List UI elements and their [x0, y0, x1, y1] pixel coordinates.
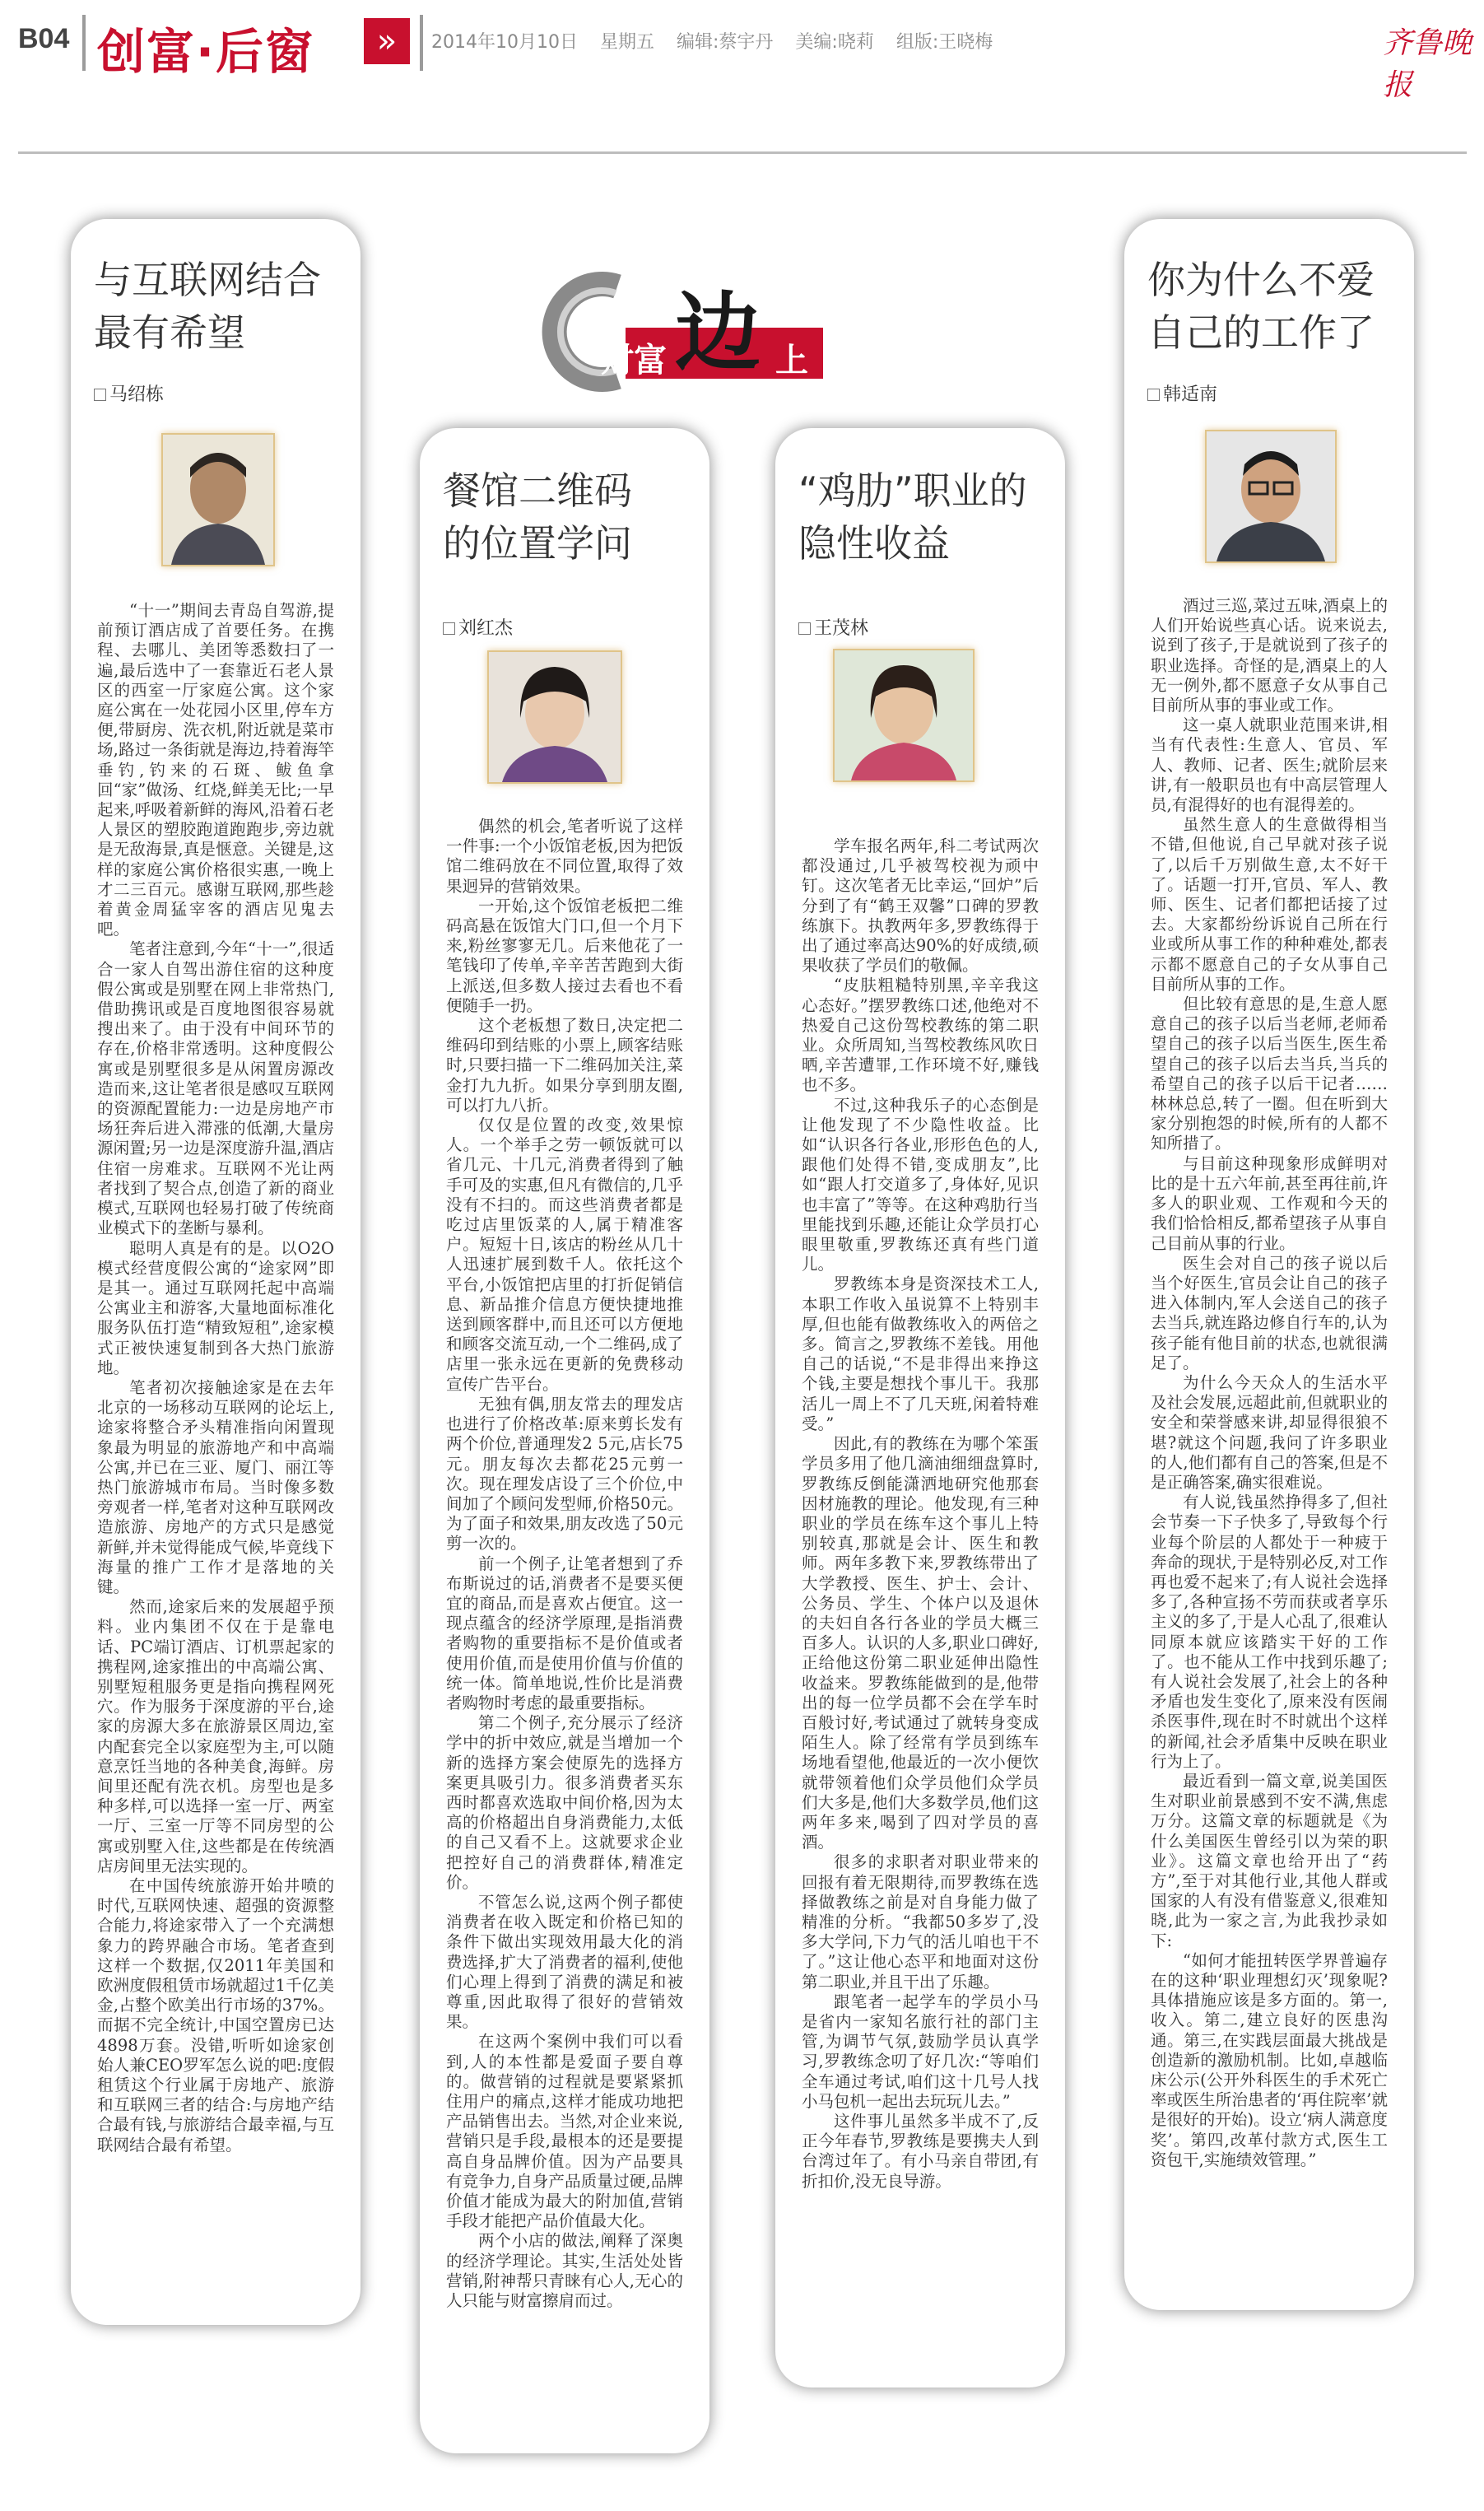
author-name: 马绍栋 [109, 384, 165, 405]
paragraph: 这一桌人就职业范围来讲,相当有代表性:生意人、官员、军人、教师、记者、医生;就阶层来讲,有一般职员也有中高层管理人员,有混得好的也有混得差的。 [1151, 715, 1388, 815]
author-portrait [1205, 430, 1337, 563]
article-body [1151, 596, 1388, 2170]
article-title-line: 餐馆二维码 [443, 468, 632, 513]
paragraph: 前一个例子,让笔者想到了乔布斯说过的话,消费者不是要买便宜的商品,而是喜欢占便宜。这一现点蕴含的经济学原理,是指消费者购物的重要指标不是价值或者使用价值,而是使用价值与价值的统一体。简单地说,性价比是消费者购物时考虑的最重要指标。 [446, 1554, 683, 1712]
header-divider [420, 15, 423, 71]
byline-box-icon [798, 622, 811, 635]
article-byline [94, 380, 164, 406]
paragraph: 有人说,钱虽然挣得多了,但社会节奏一下子快多了,导致每个行业每个阶层的人都处于一种疲于奔命的现状,于是特别必反,对工作再也爱不起来了;有人说社会选择多了,各种宣扬不劳而获或者享乐主义的多了,于是人心乱了,很难认同原本就应该踏实干好的工作了。也不能从工作中找到乐趣了;有人说社会发展了,社会上的各种矛盾也发生变化了,原来没有医闹杀医事件,现在时不时就出个这样的新闻,社会矛盾集中反映在职业行为上了。 [1151, 1493, 1388, 1771]
article-body [802, 836, 1039, 2192]
portrait-man-image [163, 435, 273, 565]
byline-box-icon [443, 622, 455, 635]
article-byline [798, 614, 868, 640]
author-name: 王茂林 [814, 618, 869, 639]
paragraph: 无独有偶,朋友常去的理发店也进行了价格改革:原来剪长发有两个价位,普通理发2 5元,店长75元。朋友每次去都花25元剪一次。现在理发店设了三个价位,中间加了个顾问发型师,价格50元。为了面子和效果,朋友改选了50元剪一次的。 [446, 1394, 683, 1554]
paragraph: 不过,这种我乐子的心态倒是让他发现了不少隐性收益。比如“认识各行各业,形形色色的人,跟他们处得不错,变成朋友”,比如“跟人打交道多了,身体好,见识也丰富了”等等。在这种鸡肋行当里能找到乐趣,还能让众学员打心眼里敬重,罗教练还真有些门道儿。 [802, 1095, 1039, 1274]
article-column-3 [775, 428, 1065, 2388]
article-byline [443, 614, 513, 640]
article-title [1147, 254, 1375, 359]
article-title [443, 464, 632, 570]
paragraph: 笔者注意到,今年“十一”,很适合一家人自驾出游住宿的这种度假公寓或是别墅在网上非常热门,借助携讯或是百度地图很容易就搜出来了。由于没有中间环节的存在,价格非常透明。这种度假公寓或是别墅很多是从闲置房源改造而来,这让笔者很是感叹互联网的资源配置能力:一边是房地产市场狂奔后进入滞涨的低潮,大量房源闲置;另一边是深度游升温,酒店住宿一房难求。互联网不光让两者找到了契合点,创造了新的商业模式,互联网也轻易打破了传统商业模式下的垄断与暴利。 [97, 939, 334, 1238]
issue-weekday: 星期五 [599, 32, 654, 53]
paragraph: 虽然生意人的生意做得相当不错,但他说,自己早就对孩子说了,以后千万别做生意,太不好干了。话题一打开,官员、军人、教师、医生、记者们都把话接了过去。大家都纷纷诉说自己所在行业或所从事工作的种种难处,都表示都不愿意自己的子女从事自己目前所从事的工作。 [1151, 815, 1388, 994]
paragraph: “十一”期间去青岛自驾游,提前预订酒店成了首要任务。在携程、去哪儿、美团等悉数扫了一遍,最后选中了一套靠近石老人景区的西室一厅家庭公寓。这个家庭公寓在一处花园小区里,停车方便,带厨房、洗衣机,附近就是菜市场,路过一条街就是海边,持着海竿垂钓,钓来的石斑、鲅鱼拿回“家”做汤、红烧,鲜美无比;一早起来,呼吸着新鲜的海风,沿着石老人景区的塑胶跑道跑跑步,旁边就是无敌海景,真是惬意。关键是,这样的家庭公寓价格很实惠,一晚上才二三百元。感谢互联网,那些趁着黄金周猛宰客的酒店见鬼去吧。 [97, 601, 334, 939]
article-title-line: 与互联网结合 [94, 258, 321, 302]
paragraph: 第二个例子,充分展示了经济学中的折中效应,就是当增加一个新的选择方案会使原先的选择方案更具吸引力。很多消费者买东西时都喜欢选取中间价格,因为太高的价格超出自身消费能力,太低的自己又看不上。这就要求企业把控好自己的消费群体,精准定价。 [446, 1713, 683, 1892]
article-column-1 [71, 219, 361, 2325]
paragraph: 跟笔者一起学车的学员小马是省内一家知名旅行社的部门主管,为调节气氛,鼓励学员认真学习,罗教练念叨了好几次:“等咱们全车通过考试,咱们这十几号人找小马包机一起出去玩玩儿去。” [802, 1992, 1039, 2111]
section-arrow-icon: » [364, 18, 410, 64]
paragraph: 两个小店的做法,阐释了深奥的经济学理论。其实,生活处处皆营销,附神帮只青睐有心人,无心的人只能与财富擦肩而过。 [446, 2231, 683, 2311]
paragraph: “如何才能扭转医学界普遍存在的这种‘职业理想幻灭’现象呢?具体措施应该是多方面的。第一,收入。第二,建立良好的医患沟通。第三,在实践层面最大挑战是创造新的激励机制。比如,卓越临床公示(公开外科医生的手术死亡率或医生所治患者的‘再住院率’就是很好的开始)。设立‘病人满意度奖’。第四,改革付款方式,医生工资包干,实施绩效管理。” [1151, 1950, 1388, 2169]
article-byline [1147, 380, 1217, 406]
paragraph: 不管怎么说,这两个例子都使消费者在收入既定和价格已知的条件下做出实现效用最大化的消费选择,扩大了消费者的福利,使他们心理上得到了消费的满足和被尊重,因此取得了很好的营销效果。 [446, 1892, 683, 2032]
article-title-line: 你为什么不爱 [1147, 258, 1375, 302]
author-portrait [161, 433, 275, 566]
page-header [0, 0, 1484, 102]
header-divider [82, 15, 86, 71]
article-column-2 [420, 428, 709, 2453]
paragraph: 笔者初次接触途家是在去年北京的一场移动互联网的论坛上,途家将整合矛头精准指向闲置现象最为明显的旅游地产和中高端公寓,并已在三亚、厦门、丽江等热门旅游城市布局。当时像多数旁观者一样,笔者对这种互联网改造旅游、房地产的方式只是感觉新鲜,并未觉得能成气候,毕竟线下海量的推广工作才是落地的关键。 [97, 1377, 334, 1596]
article-body [446, 817, 683, 2311]
page-number: B04 [18, 23, 70, 54]
logo-word-wealth: 财富 [601, 342, 667, 380]
paragraph: 为什么今天众人的生活水平及社会发展,远超此前,但就职业的安全和荣誉感来讲,却显得很狼不堪?就这个问题,我问了许多职业的人,他们都有自己的答案,但是不是正确答案,确实很难说。 [1151, 1372, 1388, 1492]
paragraph: 学车报名两年,科二考试两次都没通过,几乎被驾校视为顽中钉。这次笔者无比幸运,“回炉”后分到了有“鹤王双馨”口碑的罗教练旗下。执教两年多,罗教练得于出了通过率高达90%的好成绩,硕果收获了学员们的敬佩。 [802, 836, 1039, 976]
paragraph: 一开始,这个饭馆老板把二维码高悬在饭馆大门口,但一个月下来,粉丝寥寥无几。后来他花了一笔钱印了传单,辛辛苦苦跑到大街上派送,但多数人接过去看也不看便随手一扔。 [446, 896, 683, 1015]
paragraph: 因此,有的教练在为哪个笨蛋学员多用了他几滴油细细盘算时,罗教练反倒能潇洒地研究他那套因材施教的理论。他发现,有三种职业的学员在练车这个事儿上特别较真,那就是会计、医生和教师。两年多教下来,罗教练带出了大学教授、医生、护士、会计、公务员、学生、个体户以及退休的夫妇自各行各业的学员大概三百多人。认识的人多,职业口碑好,正给他这份第二职业延伸出隐性收益来。罗教练能做到的是,他带出的每一位学员都不会在学车时百般讨好,考试通过了就转身变成陌生人。除了经常有学员到练车场地看望他,他最近的一次小便饮就带领着他们众学员他们众学员们大多是,他们大多数学员,他们这两年多来,喝到了四对学员的喜酒。 [802, 1434, 1039, 1852]
author-portrait [487, 650, 622, 784]
author-portrait [833, 649, 975, 782]
logo-big-char: 边 [675, 282, 761, 383]
art-editor-credit: 美编:晓莉 [795, 32, 874, 53]
issue-info [431, 28, 1009, 54]
paragraph: 在中国传统旅游开始井喷的时代,互联网快速、超强的资源整合能力,将途家带入了一个充满想象力的跨界融合市场。笔者查到这样一个数据,仅2011年美国和欧洲度假租赁市场就超过1千亿美金,占整个欧美出行市场的37%。而据不完全统计,中国空置房已达4898万套。没错,听听如途家创始人兼CEO罗军怎么说的吧:度假租赁这个行业属于房地产、旅游和互联网三者的结合:与房地产结合最有钱,与旅游结合最幸福,与互联网结合最有希望。 [97, 1876, 334, 2155]
paragraph: 仅仅是位置的改变,效果惊人。一个举手之劳一顿饭就可以省几元、十几元,消费者得到了触手可及的实惠,但凡有微信的,几乎没有不扫的。而这些消费者都是吃过店里饭菜的人,属于精准客户。短短十日,该店的粉丝从几十人迅速扩展到数千人。依托这个平台,小饭馆把店里的打折促销信息、新品推介信息方便快捷地推送到顾客群中,而且还可以方便地和顾客交流互动,一个二维码,成了店里一张永远在更新的免费移动宣传广告平台。 [446, 1116, 683, 1394]
author-name: 韩适南 [1163, 384, 1218, 405]
paragraph: 罗教练本身是资深技术工人,本职工作收入虽说算不上特别丰厚,但也能有做教练收入的两倍之多。简言之,罗教练不差钱。用他自己的话说,“不是非得出来挣这个钱,主要是想找个事儿干。我那活儿一周上不了几天班,闲着特难受。” [802, 1274, 1039, 1433]
layout-credit: 组版:王晓梅 [896, 32, 993, 53]
paragraph: 医生会对自己的孩子说以后当个好医生,官员会让自己的孩子进入体制内,军人会送自己的孩子去当兵,就连路边修自行车的,认为孩子能有他目前的状态,也就很满足了。 [1151, 1253, 1388, 1372]
article-column-4 [1124, 219, 1414, 2310]
column-logo [527, 262, 872, 402]
paragraph: 然而,途家后来的发展超乎预料。业内集团不仅在于是靠电话、PC端订酒店、订机票起家的携程网,途家推出的中高端公寓、别墅短租服务更是指向携程网死穴。作为服务于深度游的平台,途家的房源大多在旅游景区周边,室内配套完全以家庭型为主,可以随意烹饪当地的各种美食,海鲜。房间里还配有洗衣机。房型也是多种多样,可以选择一室一厅、两室一厅、三室一厅等不同房型的公寓或别墅入住,这些都是在传统酒店房间里无法实现的。 [97, 1597, 334, 1875]
newspaper-masthead: 齐鲁晚报 [1383, 26, 1472, 102]
paragraph: 这个老板想了数日,决定把二维码印到结账的小票上,顾客结账时,只要扫描一下二维码加关注,菜金打九九折。如果分享到朋友圈,可以打九八折。 [446, 1016, 683, 1115]
paragraph: 在这两个案例中我们可以看到,人的本性都是爱面子要自尊的。做营销的过程就是要紧紧抓住用户的痛点,这样才能成功地把产品销售出去。当然,对企业来说,营销只是手段,最根本的还是要提高自身品牌价值。因为产品要具有竞争力,自身产品质量过硬,品牌价值才能成为最大的附加值,营销手段才能把产品价值最大化。 [446, 2032, 683, 2231]
byline-box-icon [94, 389, 106, 401]
article-title [798, 464, 1027, 570]
article-title-line: 隐性收益 [798, 521, 950, 566]
paragraph: 很多的求职者对职业带来的回报有着无限期待,而罗教练在选择做教练之前是对自身能力做了精准的分析。“我都50多岁了,没多大学问,下力气的活儿咱也干不了。”这让他心态平和地面对这份第二职业,并且干出了乐趣。 [802, 1852, 1039, 1992]
article-title [94, 254, 321, 359]
article-title-line: “鸡肋”职业的 [798, 468, 1027, 513]
portrait-woman-image [835, 650, 973, 780]
article-title-line: 的位置学问 [443, 521, 632, 566]
issue-date: 2014年10月10日 [431, 32, 578, 53]
logo-word-on: 上 [775, 342, 808, 380]
editor-credit: 编辑:蔡宇丹 [677, 32, 774, 53]
paragraph: 最近看到一篇文章,说美国医生对职业前景感到不安不满,焦虑万分。这篇文章的标题就是《为什么美国医生曾经引以为荣的职业》。这篇文章也给开出了“药方”,至于对其他行业,其他人群或国家的人有没有借鉴意义,很难知晓,此为一家之言,为此我抄录如下: [1151, 1771, 1388, 1950]
byline-box-icon [1147, 389, 1160, 401]
paragraph: 酒过三巡,菜过五味,酒桌上的人们开始说些真心话。说来说去,说到了孩子,于是就说到了孩子的职业选择。奇怪的是,酒桌上的人无一例外,都不愿意子女从事自己目前所从事的事业或工作。 [1151, 596, 1388, 715]
article-title-line: 自己的工作了 [1147, 310, 1375, 355]
article-title-line: 最有希望 [94, 310, 245, 355]
paragraph: 但比较有意思的是,生意人愿意自己的孩子以后当老师,老师希望自己的孩子以后当医生,医生希望自己的孩子以后去当兵,当兵的希望自己的孩子以后干记者……林林总总,转了一圈。但在听到大家分别抱怨的时候,所有的人都不知所措了。 [1151, 995, 1388, 1153]
portrait-woman-image [489, 652, 621, 782]
header-rule [18, 151, 1467, 154]
paragraph: “皮肤粗糙特别黑,辛辛我这心态好。”摆罗教练口述,他绝对不热爱自己这份驾校教练的第二职业。众所周知,当驾校教练风吹日晒,辛苦遭罪,工作环境不好,赚钱也不多。 [802, 976, 1039, 1095]
paragraph: 聪明人真是有的是。以O2O模式经营度假公寓的“途家网”即是其一。通过互联网托起中高端公寓业主和游客,大量地面标准化服务队伍打造“精致短租”,途家模式正被快速复制到各大热门旅游地。 [97, 1238, 334, 1377]
section-title: 创富·后窗 [97, 24, 315, 80]
author-name: 刘红杰 [458, 618, 514, 639]
paragraph: 偶然的机会,笔者听说了这样一件事:一个小饭馆老板,因为把饭馆二维码放在不同位置,取得了效果迥异的营销效果。 [446, 817, 683, 896]
paragraph: 这件事儿虽然多半成不了,反正今年春节,罗教练是要携夫人到台湾过年了。有小马亲自带团,有折扣价,没无良导游。 [802, 2112, 1039, 2191]
article-body [97, 601, 334, 2155]
paragraph: 与目前这种现象形成鲜明对比的是十五六年前,甚至再往前,许多人的职业观、工作观和今天的我们恰恰相反,都希望孩子从事自己目前从事的行业。 [1151, 1153, 1388, 1253]
portrait-man-glasses-image [1207, 431, 1335, 561]
